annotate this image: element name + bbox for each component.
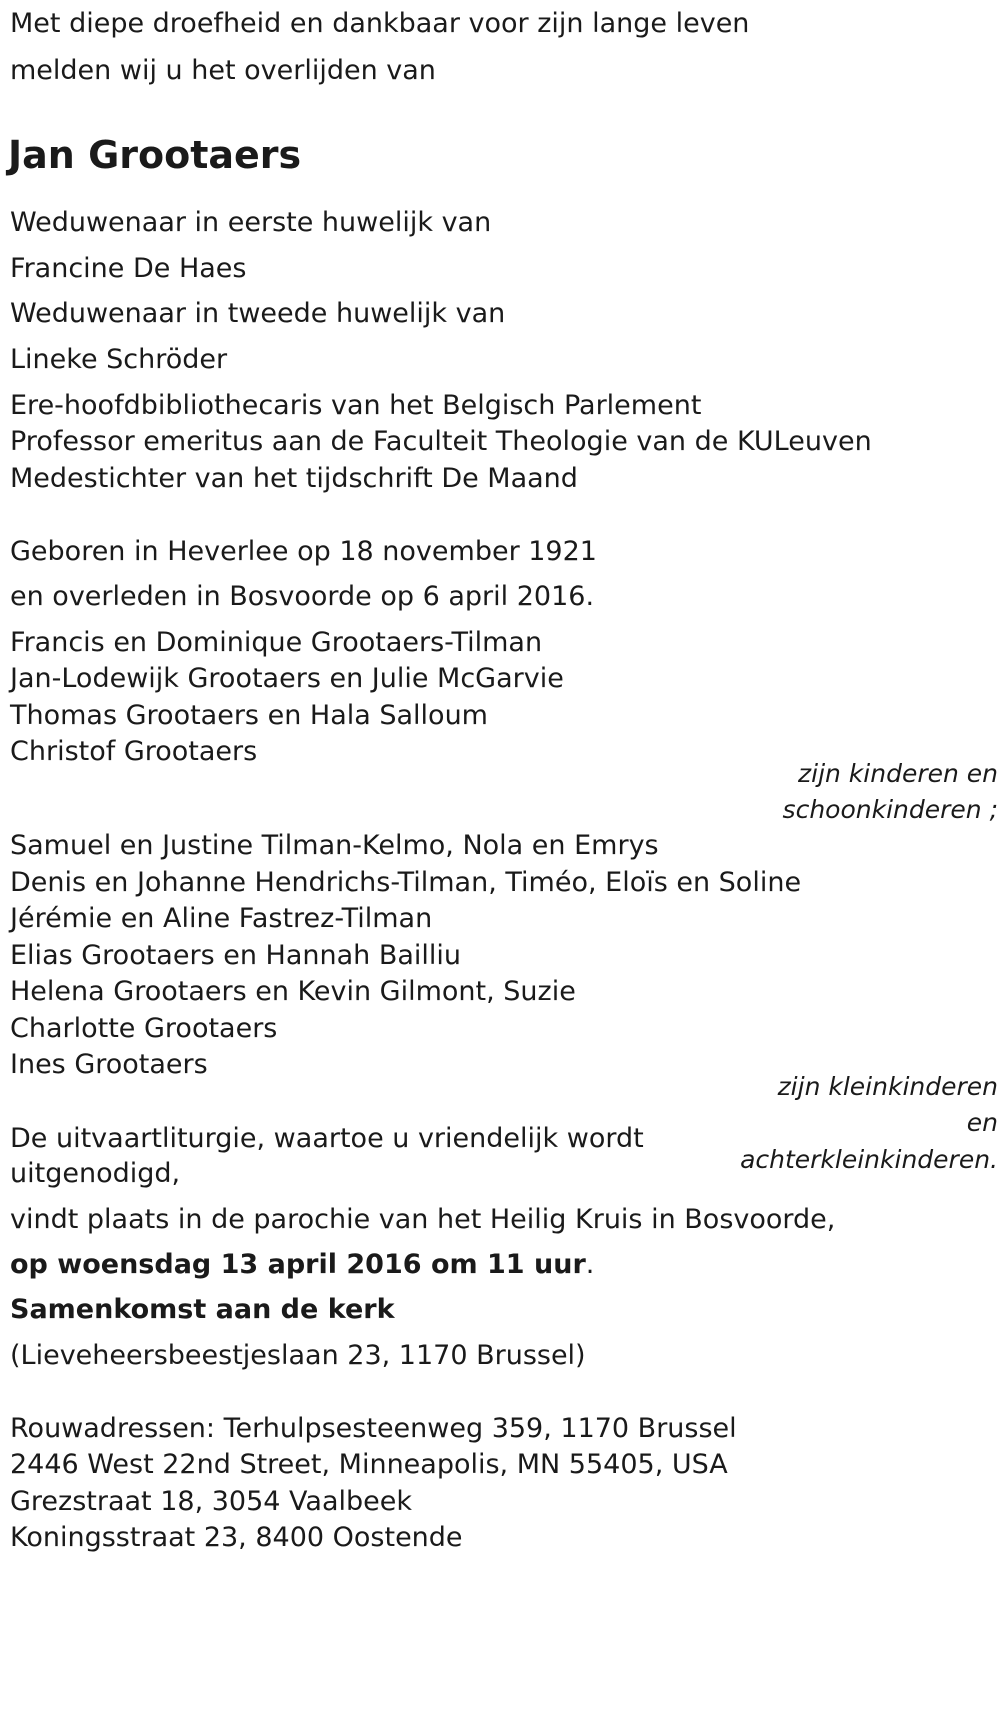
funeral-gathering: Samenkomst aan de kerk — [10, 1294, 395, 1325]
funeral-datetime-line — [10, 1251, 594, 1278]
first-spouse-name: Francine De Haes — [10, 253, 247, 284]
child-entry: Christof Grootaers — [10, 736, 258, 767]
funeral-datetime-suffix: . — [585, 1249, 595, 1280]
intro-line-2: melden wij u het overlijden van — [10, 55, 436, 86]
intro-line-1: Met diepe droefheid en dankbaar voor zijn lange leven — [10, 8, 750, 39]
mourning-address: Rouwadressen: Terhulpsesteenweg 359, 1170 Brussel — [10, 1413, 737, 1444]
birth-line: Geboren in Heverlee op 18 november 1921 — [10, 536, 597, 567]
child-entry: Thomas Grootaers en Hala Salloum — [10, 700, 488, 731]
deceased-name: Jan Grootaers — [8, 133, 302, 177]
funeral-invite-line-1: De uitvaartliturgie, waartoe u vriendelijk wordt — [10, 1123, 644, 1154]
funeral-place: vindt plaats in de parochie van het Heilig Kruis in Bosvoorde, — [10, 1204, 836, 1235]
mourning-address: Koningsstraat 23, 8400 Oostende — [10, 1522, 463, 1553]
second-marriage-label: Weduwenaar in tweede huwelijk van — [10, 298, 506, 329]
child-entry: Jan-Lodewijk Grootaers en Julie McGarvie — [10, 663, 564, 694]
first-marriage-label: Weduwenaar in eerste huwelijk van — [10, 207, 492, 238]
grandchild-entry: Helena Grootaers en Kevin Gilmont, Suzie — [10, 976, 576, 1007]
grandchildren-note-line-2: en — [966, 1108, 998, 1137]
second-spouse-name: Lineke Schröder — [10, 344, 228, 375]
mourning-address: Grezstraat 18, 3054 Vaalbeek — [10, 1486, 413, 1517]
title-line: Ere-hoofdbibliothecaris van het Belgisch Parlement — [10, 390, 702, 421]
grandchild-entry: Jérémie en Aline Fastrez-Tilman — [10, 903, 433, 934]
grandchild-entry: Charlotte Grootaers — [10, 1013, 278, 1044]
title-line: Professor emeritus aan de Faculteit Theologie van de KULeuven — [10, 426, 872, 457]
church-address: (Lieveheersbeestjeslaan 23, 1170 Brussel) — [10, 1340, 586, 1371]
mourning-address: 2446 West 22nd Street, Minneapolis, MN 55405, USA — [10, 1449, 728, 1480]
children-note-line-2: schoonkinderen ; — [782, 795, 998, 824]
grandchild-entry: Ines Grootaers — [10, 1049, 208, 1080]
funeral-datetime: op woensdag 13 april 2016 om 11 uur — [10, 1249, 586, 1280]
death-line: en overleden in Bosvoorde op 6 april 2016. — [10, 581, 595, 612]
children-note-line-1: zijn kinderen en — [798, 759, 998, 788]
child-entry: Francis en Dominique Grootaers-Tilman — [10, 627, 543, 658]
grandchildren-note-line-1: zijn kleinkinderen — [777, 1072, 998, 1101]
grandchildren-note-line-3: achterkleinkinderen. — [740, 1145, 998, 1174]
title-line: Medestichter van het tijdschrift De Maand — [10, 463, 578, 494]
grandchild-entry: Samuel en Justine Tilman-Kelmo, Nola en Emrys — [10, 830, 659, 861]
funeral-invite-line-2: uitgenodigd, — [10, 1158, 181, 1189]
grandchild-entry: Denis en Johanne Hendrichs-Tilman, Timéo, Eloïs en Soline — [10, 867, 802, 898]
grandchild-entry: Elias Grootaers en Hannah Bailliu — [10, 940, 462, 971]
